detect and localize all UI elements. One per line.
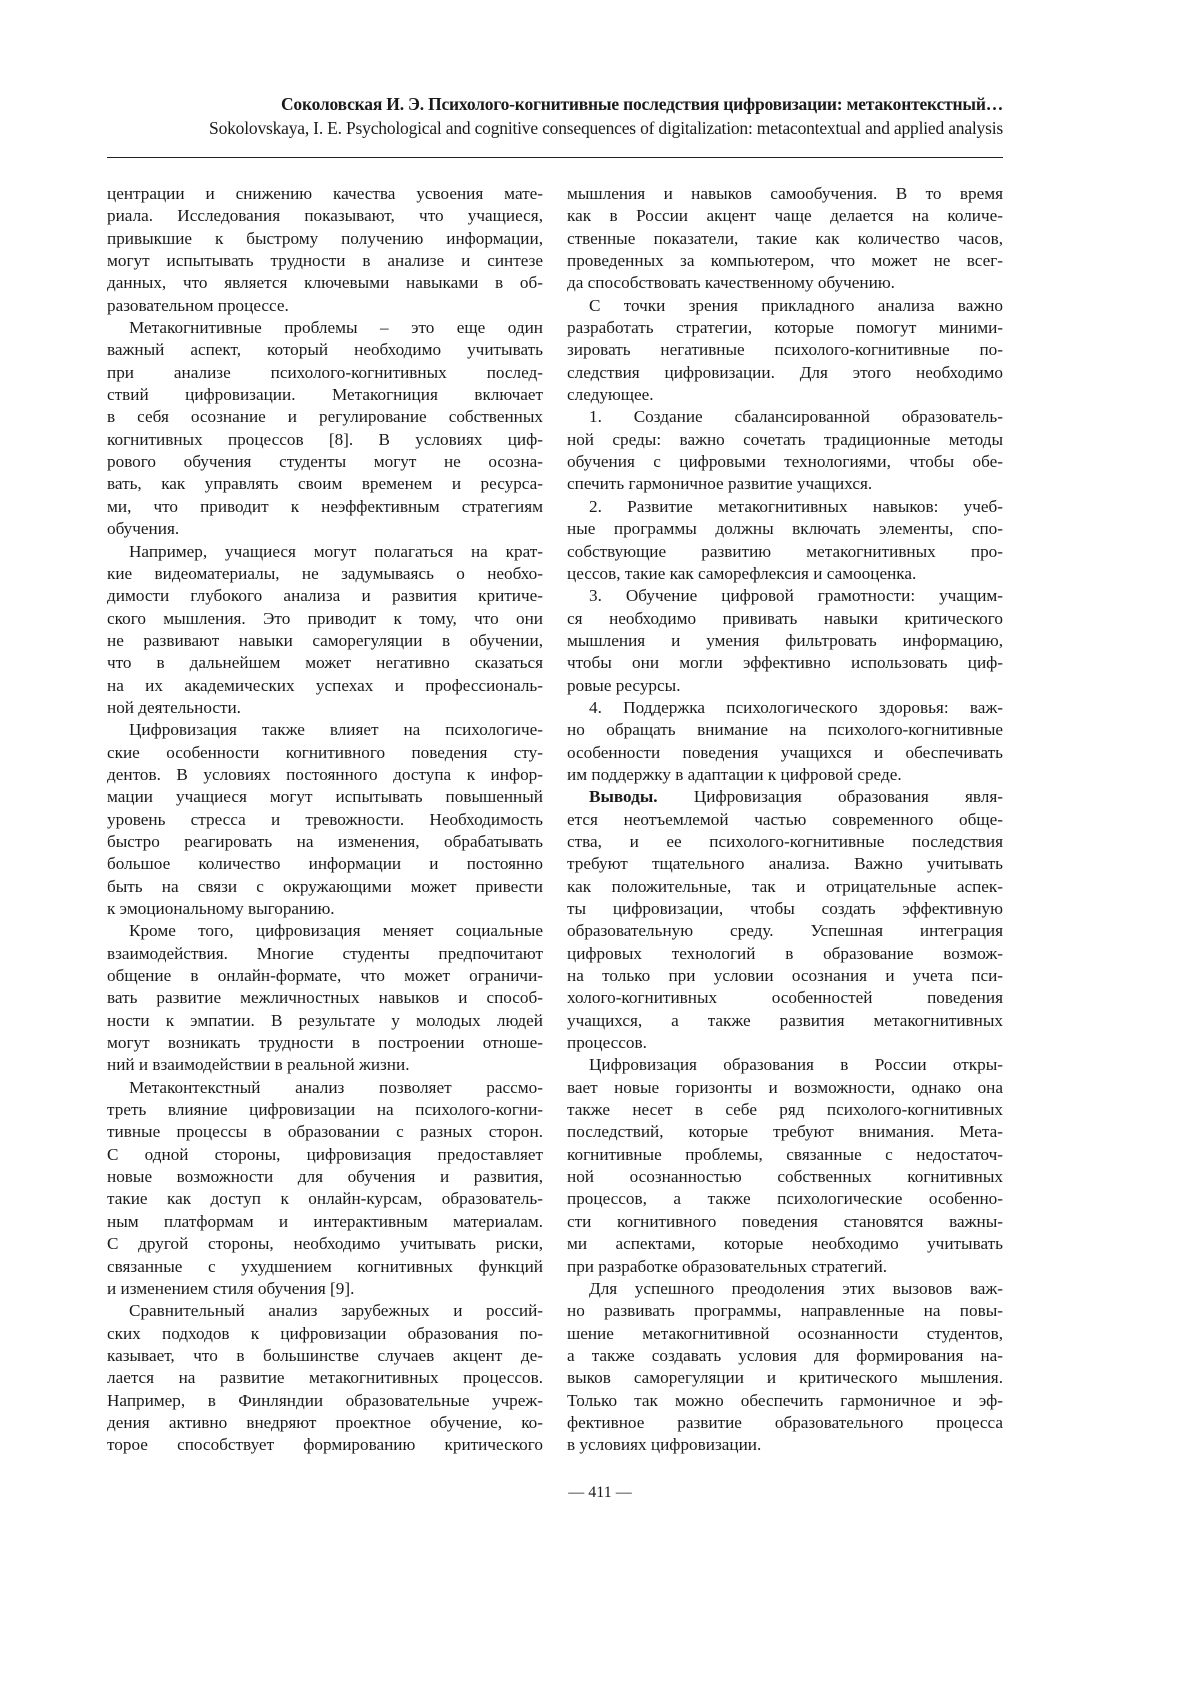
text-line: быть на связи с окружающими может привести — [107, 876, 543, 898]
text-line: привыкшие к быстрому получению информации, — [107, 228, 543, 250]
text-line: Например, в Финляндии образовательные учреж- — [107, 1390, 543, 1412]
text-line: общение в онлайн-формате, что может ограничи- — [107, 965, 543, 987]
text-line: ным платформам и интерактивным материалам. — [107, 1211, 543, 1233]
text-line: Кроме того, цифровизация меняет социальные — [107, 920, 543, 942]
text-line: уровень стресса и тревожности. Необходимость — [107, 809, 543, 831]
text-line: цессов, такие как саморефлексия и самооценка. — [567, 563, 1003, 585]
paragraph — [567, 183, 1003, 295]
text-line: а также создавать условия для формирования на- — [567, 1345, 1003, 1367]
text-line: зировать негативные психолого-когнитивные по- — [567, 339, 1003, 361]
text-line: на их академических успехах и профессиональ- — [107, 675, 543, 697]
paragraph — [567, 697, 1003, 786]
text-line: процессов, а также психологические особенно- — [567, 1188, 1003, 1210]
text-line: но обращать внимание на психолого-когнитивные — [567, 719, 1003, 741]
text-line: разработать стратегии, которые помогут миними- — [567, 317, 1003, 339]
text-line: Метаконтекстный анализ позволяет рассмо- — [107, 1077, 543, 1099]
text-line: собствующие развитию метакогнитивных про- — [567, 541, 1003, 563]
text-line: ной деятельности. — [107, 697, 543, 719]
text-column-right — [567, 183, 1003, 1457]
text-line: 2. Развитие метакогнитивных навыков: учеб- — [567, 496, 1003, 518]
text-line: сти когнитивного поведения становятся важны- — [567, 1211, 1003, 1233]
text-line: спечить гармоничное развитие учащихся. — [567, 473, 1003, 495]
text-line: вать, как управлять своим временем и ресурса- — [107, 473, 543, 495]
text-line: следующее. — [567, 384, 1003, 406]
text-line: С одной стороны, цифровизация предоставляет — [107, 1144, 543, 1166]
text-line: Сравнительный анализ зарубежных и россий- — [107, 1300, 543, 1322]
paragraph — [107, 719, 543, 920]
running-header-title-en: Sokolovskaya, I. E. Psychological and cognitive consequences of digitalization: metacontextual and applied analysis — [107, 116, 1003, 140]
text-line: С точки зрения прикладного анализа важно — [567, 295, 1003, 317]
text-line: следствия цифровизации. Для этого необходимо — [567, 362, 1003, 384]
text-line: кие видеоматериалы, не задумываясь о необхо- — [107, 563, 543, 585]
text-line: вает новые горизонты и возможности, однако она — [567, 1077, 1003, 1099]
text-line: ровые ресурсы. — [567, 675, 1003, 697]
text-line: торое способствует формированию критического — [107, 1434, 543, 1456]
text-line: в условиях цифровизации. — [567, 1434, 1003, 1456]
text-line: вать развитие межличностных навыков и способ- — [107, 987, 543, 1009]
text-line: процессов. — [567, 1032, 1003, 1054]
text-line: важный аспект, который необходимо учитывать — [107, 339, 543, 361]
text-line: проведенных за компьютером, что может не всег- — [567, 250, 1003, 272]
text-line: ствий цифровизации. Метакогниция включает — [107, 384, 543, 406]
text-line: лается на развитие метакогнитивных процессов. — [107, 1367, 543, 1389]
text-line: димости глубокого анализа и развития критиче- — [107, 585, 543, 607]
text-line: ми аспектами, которые необходимо учитывать — [567, 1233, 1003, 1255]
text-line: шение метакогнитивной осознанности студентов, — [567, 1323, 1003, 1345]
text-line: разовательном процессе. — [107, 295, 543, 317]
text-line: учащихся, а также развития метакогнитивных — [567, 1010, 1003, 1032]
text-line: Для успешного преодоления этих вызовов важ- — [567, 1278, 1003, 1300]
text-line: казывает, что в большинстве случаев акцент де- — [107, 1345, 543, 1367]
text-line: С другой стороны, необходимо учитывать риски, — [107, 1233, 543, 1255]
text-line — [567, 786, 1003, 808]
text-line: цифровых технологий в образование возмож- — [567, 943, 1003, 965]
text-line: в себя осознание и регулирование собственных — [107, 406, 543, 428]
text-line: да способствовать качественному обучению. — [567, 272, 1003, 294]
text-line: рового обучения студенты могут не осозна- — [107, 451, 543, 473]
text-line: такие как доступ к онлайн-курсам, образователь- — [107, 1188, 543, 1210]
text-line: особенности поведения учащихся и обеспечивать — [567, 742, 1003, 764]
text-line: когнитивные проблемы, связанные с недостаточ- — [567, 1144, 1003, 1166]
text-line: также несет в себе ряд психолого-когнитивных — [567, 1099, 1003, 1121]
text-line: дентов. В условиях постоянного доступа к инфор- — [107, 764, 543, 786]
text-line: как в России акцент чаще делается на количе- — [567, 205, 1003, 227]
text-line: ные программы должны включать элементы, спо- — [567, 518, 1003, 540]
text-line: но развивать программы, направленные на повы- — [567, 1300, 1003, 1322]
paragraph — [107, 1300, 543, 1456]
text-line: ся необходимо прививать навыки критического — [567, 608, 1003, 630]
paragraph — [567, 786, 1003, 1054]
text-line: фективное развитие образовательного процесса — [567, 1412, 1003, 1434]
text-line: последствий, которые требуют внимания. Мета- — [567, 1121, 1003, 1143]
text-line-content: Цифровизация образования явля- — [658, 787, 1003, 806]
text-line: ной осознанностью собственных когнитивных — [567, 1166, 1003, 1188]
text-line: и изменением стиля обучения [9]. — [107, 1278, 543, 1300]
paragraph — [567, 295, 1003, 407]
text-line: ной среды: важно сочетать традиционные методы — [567, 429, 1003, 451]
page-number: — 411 — — [0, 1484, 1200, 1502]
text-line: обучения с цифровыми технологиями, чтобы обе- — [567, 451, 1003, 473]
text-line: мышления и навыков самообучения. В то время — [567, 183, 1003, 205]
text-line: новые возможности для обучения и развития, — [107, 1166, 543, 1188]
text-line: ности к эмпатии. В результате у молодых людей — [107, 1010, 543, 1032]
text-line: что в дальнейшем может негативно сказаться — [107, 652, 543, 674]
text-line: ские особенности когнитивного поведения сту- — [107, 742, 543, 764]
text-line: ственные показатели, такие как количество часов, — [567, 228, 1003, 250]
text-column-left — [107, 183, 543, 1457]
text-line: данных, что является ключевыми навыками в об- — [107, 272, 543, 294]
paragraph — [107, 1077, 543, 1300]
text-line: взаимодействия. Многие студенты предпочитают — [107, 943, 543, 965]
text-line: выков саморегуляции и критического мышления. — [567, 1367, 1003, 1389]
text-line: не развивают навыки саморегуляции в обучении, — [107, 630, 543, 652]
text-line: к эмоциональному выгоранию. — [107, 898, 543, 920]
text-line: ется неотъемлемой частью современного обще- — [567, 809, 1003, 831]
text-line: могут возникать трудности в построении отноше- — [107, 1032, 543, 1054]
text-line: им поддержку в адаптации к цифровой среде. — [567, 764, 1003, 786]
text-line: ты цифровизации, чтобы создать эффективную — [567, 898, 1003, 920]
text-line: Например, учащиеся могут полагаться на крат- — [107, 541, 543, 563]
paragraph — [567, 1054, 1003, 1277]
paragraph — [107, 920, 543, 1076]
text-line: Цифровизация также влияет на психологиче- — [107, 719, 543, 741]
text-line: Только так можно обеспечить гармоничное и эф- — [567, 1390, 1003, 1412]
text-line: ний и взаимодействии в реальной жизни. — [107, 1054, 543, 1076]
paragraph — [107, 183, 543, 317]
text-line: ства, и ее психолого-когнитивные последствия — [567, 831, 1003, 853]
paragraph — [567, 585, 1003, 697]
paragraph — [107, 317, 543, 540]
paragraph — [567, 1278, 1003, 1457]
text-line: чтобы они могли эффективно использовать циф- — [567, 652, 1003, 674]
text-line: холого-когнитивных особенностей поведения — [567, 987, 1003, 1009]
text-line: риала. Исследования показывают, что учащиеся, — [107, 205, 543, 227]
text-line: треть влияние цифровизации на психолого-когни- — [107, 1099, 543, 1121]
text-line: центрации и снижению качества усвоения мате- — [107, 183, 543, 205]
text-line: ских подходов к цифровизации образования по- — [107, 1323, 543, 1345]
text-line: когнитивных процессов [8]. В условиях циф- — [107, 429, 543, 451]
text-line: дения активно внедряют проектное обучение, ко- — [107, 1412, 543, 1434]
text-line: образовательную среду. Успешная интеграция — [567, 920, 1003, 942]
text-line: обучения. — [107, 518, 543, 540]
text-line: тивные процессы в образовании с разных сторон. — [107, 1121, 543, 1143]
paragraph — [567, 406, 1003, 495]
text-line: 1. Создание сбалансированной образователь- — [567, 406, 1003, 428]
text-line: большое количество информации и постоянно — [107, 853, 543, 875]
text-line: могут испытывать трудности в анализе и синтезе — [107, 250, 543, 272]
text-line: мышления и умения фильтровать информацию, — [567, 630, 1003, 652]
paragraph — [567, 496, 1003, 585]
text-line: при анализе психолого-когнитивных послед- — [107, 362, 543, 384]
text-line: на только при условии осознания и учета пси- — [567, 965, 1003, 987]
text-line: Цифровизация образования в России откры- — [567, 1054, 1003, 1076]
text-line: 4. Поддержка психологического здоровья: важ- — [567, 697, 1003, 719]
header-divider — [107, 157, 1003, 158]
text-line: требуют тщательного анализа. Важно учитывать — [567, 853, 1003, 875]
text-line: 3. Обучение цифровой грамотности: учащим- — [567, 585, 1003, 607]
text-line: быстро реагировать на изменения, обрабатывать — [107, 831, 543, 853]
running-header — [107, 92, 1003, 140]
text-line: как положительные, так и отрицательные аспек- — [567, 876, 1003, 898]
section-lead-heading: Выводы. — [589, 787, 658, 806]
text-line: связанные с ухудшением когнитивных функций — [107, 1256, 543, 1278]
text-line: мации учащиеся могут испытывать повышенный — [107, 786, 543, 808]
text-line: ского мышления. Это приводит к тому, что они — [107, 608, 543, 630]
text-line: Метакогнитивные проблемы – это еще один — [107, 317, 543, 339]
text-line: ми, что приводит к неэффективным стратегиям — [107, 496, 543, 518]
text-line: при разработке образовательных стратегий. — [567, 1256, 1003, 1278]
running-header-title-ru: Соколовская И. Э. Психолого-когнитивные последствия цифровизации: метаконтекстный… — [107, 92, 1003, 116]
paragraph — [107, 541, 543, 720]
